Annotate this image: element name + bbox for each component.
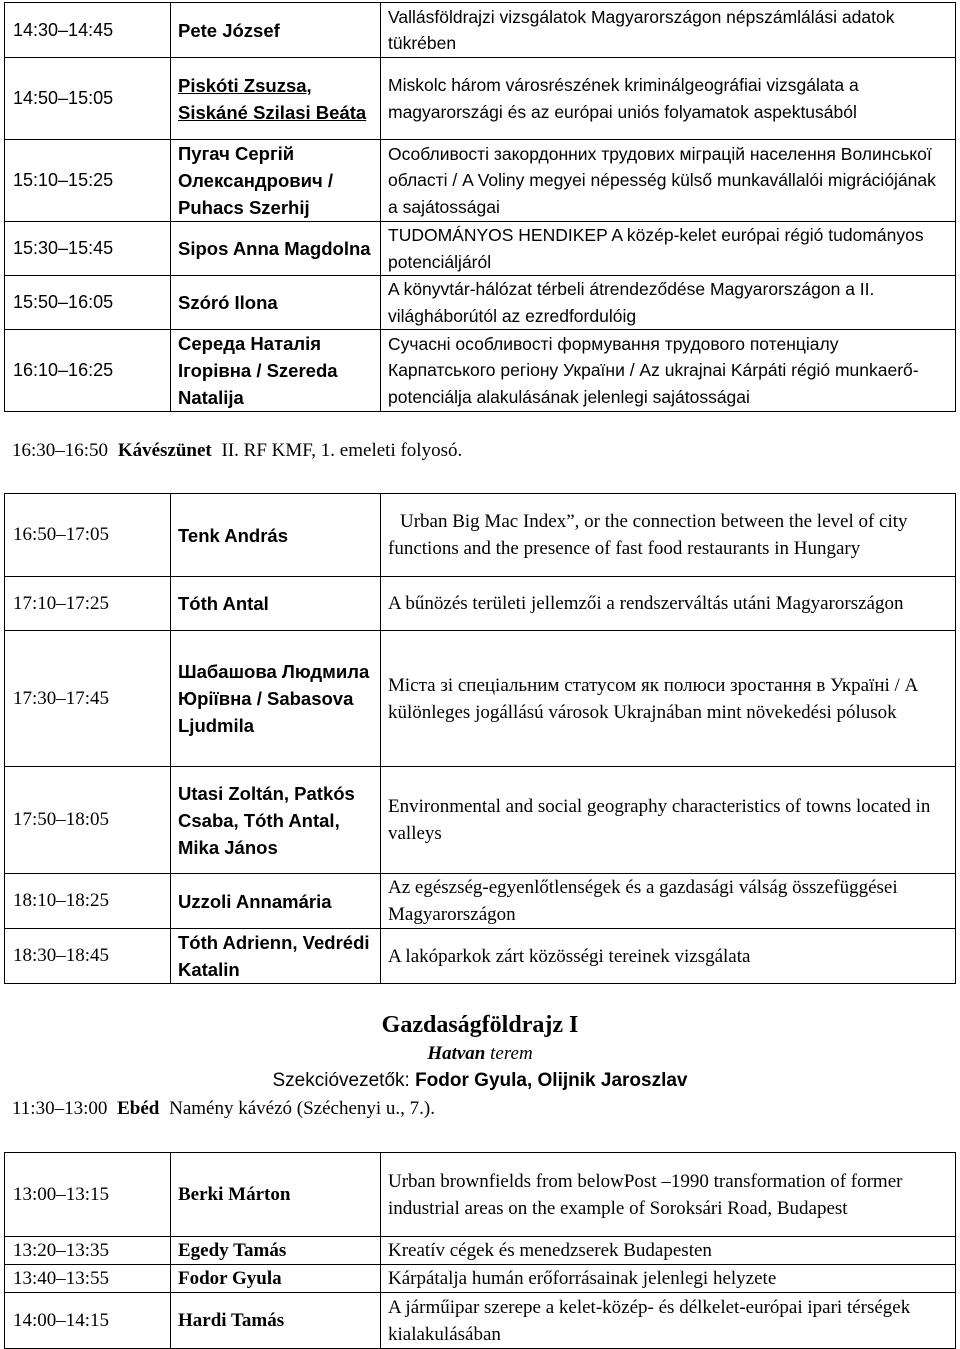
- presenter-cell: Sipos Anna Magdolna: [171, 222, 381, 276]
- presenter-cell: Berki Márton: [171, 1153, 381, 1237]
- chairs-line: [0, 1070, 960, 1092]
- table-row: [5, 494, 956, 577]
- lunch-label: Ebéd: [117, 1098, 160, 1119]
- time-cell: 15:50–16:05: [5, 276, 171, 330]
- presenter-cell: Pete József: [171, 3, 381, 58]
- schedule-table-3: [4, 1152, 956, 1349]
- chairs-label: Szekcióvezetők:: [272, 1070, 410, 1091]
- time-cell: 13:40–13:55: [5, 1265, 171, 1293]
- presenter-cell: Tenk András: [171, 494, 381, 577]
- table-row: [5, 631, 956, 767]
- presenter-cell: Середа Наталія Ігорівна / Szereda Natalija: [171, 330, 381, 412]
- break-location: II. RF KMF, 1. emeleti folyosó.: [221, 440, 463, 461]
- time-cell: 14:50–15:05: [5, 58, 171, 140]
- title-cell: A lakóparkok zárt közösségi tereinek vizsgálata: [381, 929, 956, 984]
- presenter-cell: Uzzoli Annamária: [171, 874, 381, 929]
- table-row: [5, 929, 956, 984]
- lunch-location: Namény kávézó (Széchenyi u., 7.).: [169, 1098, 436, 1119]
- table-row: [5, 330, 956, 412]
- title-cell: Miskolc három városrészének kriminálgeográfiai vizsgálata a magyarországi és az európai uniós folyamatok aspektusából: [381, 58, 956, 140]
- chairs-names: Fodor Gyula, Olijnik Jaroszlav: [415, 1070, 688, 1091]
- presenter-cell: Piskóti Zsuzsa, Siskáné Szilasi Beáta: [171, 58, 381, 140]
- lunch-time: 11:30–13:00: [12, 1098, 108, 1119]
- presenter-cell: Szóró Ilona: [171, 276, 381, 330]
- presenter-cell: Tóth Adrienn, Vedrédi Katalin: [171, 929, 381, 984]
- title-cell: Vallásföldrajzi vizsgálatok Magyarországon népszámlálási adatok tükrében: [381, 3, 956, 58]
- table-row: [5, 140, 956, 222]
- title-cell: Особливості закордонних трудових міграцій населення Волинської області / A Voliny megyei népesség külső munkavállalói migrációjának a sajátosságai: [381, 140, 956, 222]
- coffee-break-line: [12, 440, 462, 462]
- time-cell: 15:10–15:25: [5, 140, 171, 222]
- title-cell: A könyvtár-hálózat térbeli átrendeződése Magyarországon a II. világháborútól az ezredfordulóig: [381, 276, 956, 330]
- time-cell: 16:50–17:05: [5, 494, 171, 577]
- presenter-cell: Utasi Zoltán, Patkós Csaba, Tóth Antal, Mika János: [171, 767, 381, 874]
- title-cell: Urban Big Mac Index”, or the connection between the level of city functions and the presence of fast food restaurants in Hungary: [381, 494, 956, 577]
- title-cell: Kreatív cégek és menedzserek Budapesten: [381, 1237, 956, 1265]
- time-cell: 17:30–17:45: [5, 631, 171, 767]
- time-cell: 17:10–17:25: [5, 577, 171, 631]
- title-cell: Kárpátalja humán erőforrásainak jelenlegi helyzete: [381, 1265, 956, 1293]
- title-cell: A bűnözés területi jellemzői a rendszerváltás utáni Magyarországon: [381, 577, 956, 631]
- title-cell: Environmental and social geography characteristics of towns located in valleys: [381, 767, 956, 874]
- title-cell: Az egészség-egyenlőtlenségek és a gazdasági válság összefüggései Magyarországon: [381, 874, 956, 929]
- schedule-table-2: [4, 493, 956, 984]
- table-row: [5, 58, 956, 140]
- presenter-cell: Egedy Tamás: [171, 1237, 381, 1265]
- table-row: [5, 767, 956, 874]
- time-cell: 14:00–14:15: [5, 1293, 171, 1349]
- time-cell: 16:10–16:25: [5, 330, 171, 412]
- presenter-cell: Fodor Gyula: [171, 1265, 381, 1293]
- table-row: [5, 1237, 956, 1265]
- section-heading: Gazdaságföldrajz I: [381, 1012, 579, 1038]
- room-line: [0, 1043, 960, 1065]
- presenter-cell: Шабашова Людмила Юріївна / Sabasova Ljudmila: [171, 631, 381, 767]
- time-cell: 13:20–13:35: [5, 1237, 171, 1265]
- title-cell: Міста зі спеціальним статусом як полюси зростання в Україні / A különleges jogállású városok Ukrajnában mint növekedési pólusok: [381, 631, 956, 767]
- schedule-table-1: [4, 2, 956, 412]
- presenter-cell: Пугач Сергій Олександрович / Puhacs Szerhij: [171, 140, 381, 222]
- table-row: [5, 874, 956, 929]
- table-row: [5, 1265, 956, 1293]
- title-cell: TUDOMÁNYOS HENDIKEP A közép-kelet európai régió tudományos potenciáljáról: [381, 222, 956, 276]
- table-row: [5, 577, 956, 631]
- break-label: Kávészünet: [117, 440, 212, 461]
- time-cell: 14:30–14:45: [5, 3, 171, 58]
- time-cell: 18:10–18:25: [5, 874, 171, 929]
- time-cell: 15:30–15:45: [5, 222, 171, 276]
- table-row: [5, 3, 956, 58]
- table-row: [5, 1153, 956, 1237]
- time-cell: 18:30–18:45: [5, 929, 171, 984]
- title-cell: Urban brownfields from belowPost –1990 transformation of former industrial areas on the example of Soroksári Road, Budapest: [381, 1153, 956, 1237]
- room-word: terem: [490, 1043, 533, 1064]
- time-cell: 13:00–13:15: [5, 1153, 171, 1237]
- lunch-line: [12, 1098, 435, 1120]
- presenter-cell: Tóth Antal: [171, 577, 381, 631]
- title-cell: Сучасні особливості формування трудового потенціалу Карпатського регіону України / Az ukrajnai Kárpáti régió munkaerő-potenciálja alakulásának jelenlegi sajátosságai: [381, 330, 956, 412]
- table-row: [5, 222, 956, 276]
- table-row: [5, 1293, 956, 1349]
- table-row: [5, 276, 956, 330]
- room-name: Hatvan: [427, 1043, 486, 1064]
- break-time: 16:30–16:50: [12, 440, 109, 461]
- time-cell: 17:50–18:05: [5, 767, 171, 874]
- presenter-cell: Hardi Tamás: [171, 1293, 381, 1349]
- title-cell: A járműipar szerepe a kelet-közép- és délkelet-európai ipari térségek kialakulásában: [381, 1293, 956, 1349]
